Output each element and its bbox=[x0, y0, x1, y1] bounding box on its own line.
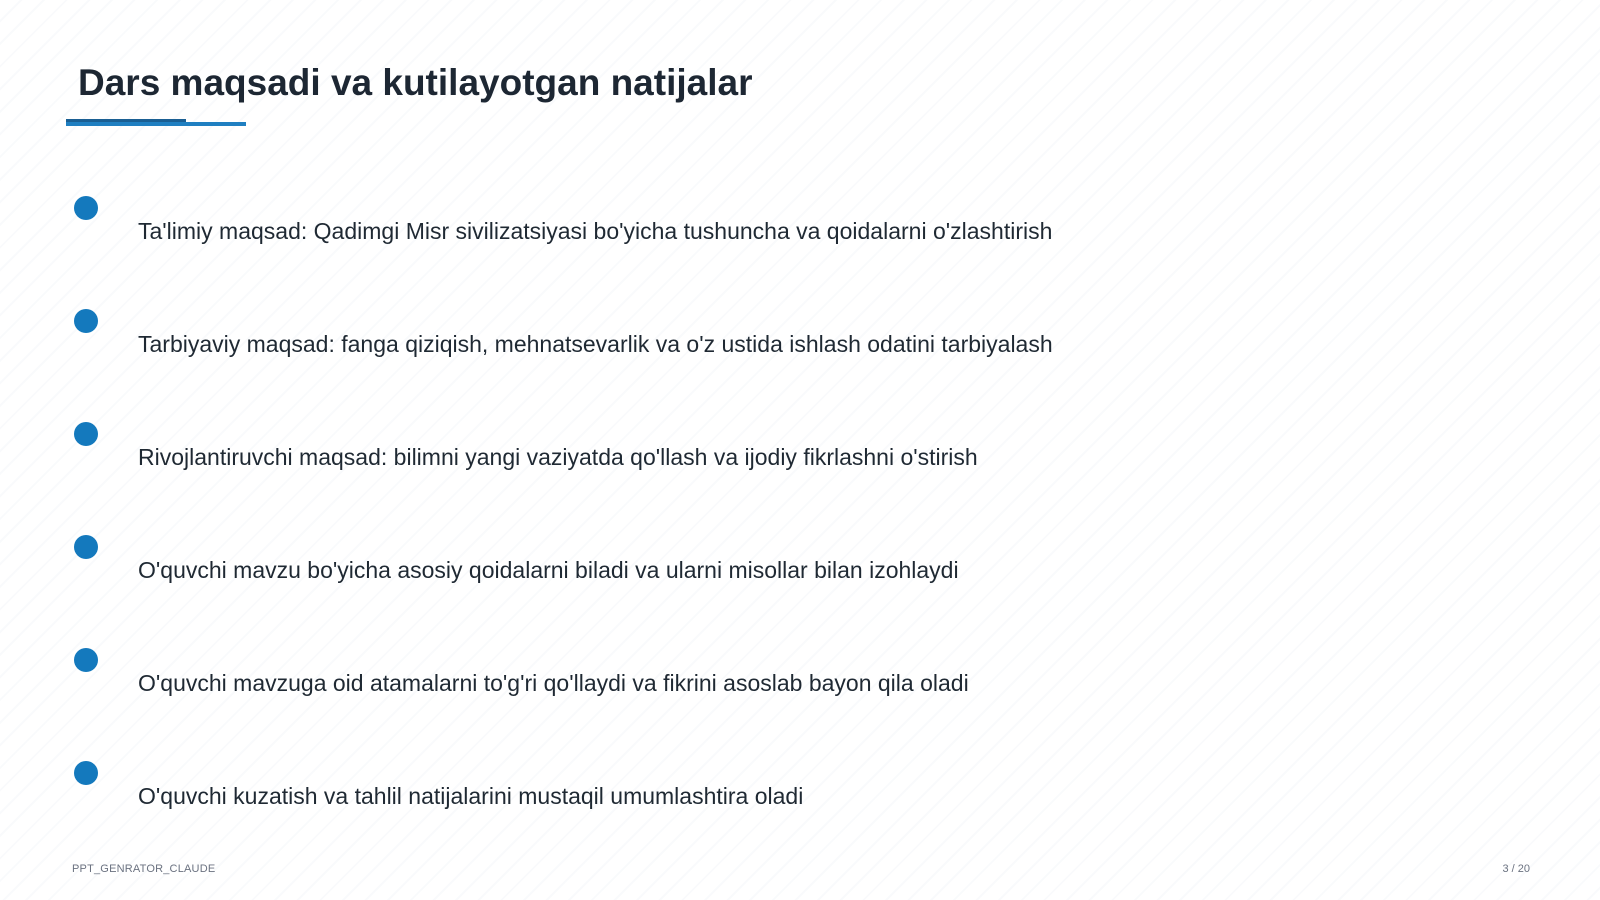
bullet-text: O'quvchi mavzu bo'yicha asosiy qoidalarni biladi va ularni misollar bilan izohlaydi bbox=[138, 557, 959, 583]
bullet-text: Rivojlantiruvchi maqsad: bilimni yangi vaziyatda qo'llash va ijodiy fikrlashni o'stirish bbox=[138, 444, 978, 470]
bullet-dot-icon bbox=[74, 422, 98, 446]
bullet-text: O'quvchi mavzuga oid atamalarni to'g'ri qo'llaydi va fikrini asoslab bayon qila oladi bbox=[138, 670, 969, 696]
footer-label: PPT_GENRATOR_CLAUDE bbox=[72, 863, 216, 875]
bullet-text: Tarbiyaviy maqsad: fanga qiziqish, mehnatsevarlik va o'z ustida ishlash odatini tarbiyalash bbox=[138, 331, 1053, 357]
list-item bbox=[0, 422, 1600, 482]
list-item bbox=[0, 196, 1600, 256]
list-item bbox=[0, 309, 1600, 369]
bullet-dot-icon bbox=[74, 761, 98, 785]
bullet-text: Ta'limiy maqsad: Qadimgi Misr sivilizatsiyasi bo'yicha tushuncha va qoidalarni o'zlashtirish bbox=[138, 218, 1053, 244]
list-item bbox=[0, 761, 1600, 821]
slide-title: Dars maqsadi va kutilayotgan natijalar bbox=[78, 62, 753, 103]
bullet-dot-icon bbox=[74, 535, 98, 559]
page-indicator: 3 / 20 bbox=[1502, 863, 1530, 875]
bullet-dot-icon bbox=[74, 309, 98, 333]
list-item bbox=[0, 648, 1600, 708]
bullet-dot-icon bbox=[74, 196, 98, 220]
bullet-text: O'quvchi kuzatish va tahlil natijalarini mustaqil umumlashtira oladi bbox=[138, 783, 804, 809]
list-item bbox=[0, 535, 1600, 595]
bullet-dot-icon bbox=[74, 648, 98, 672]
